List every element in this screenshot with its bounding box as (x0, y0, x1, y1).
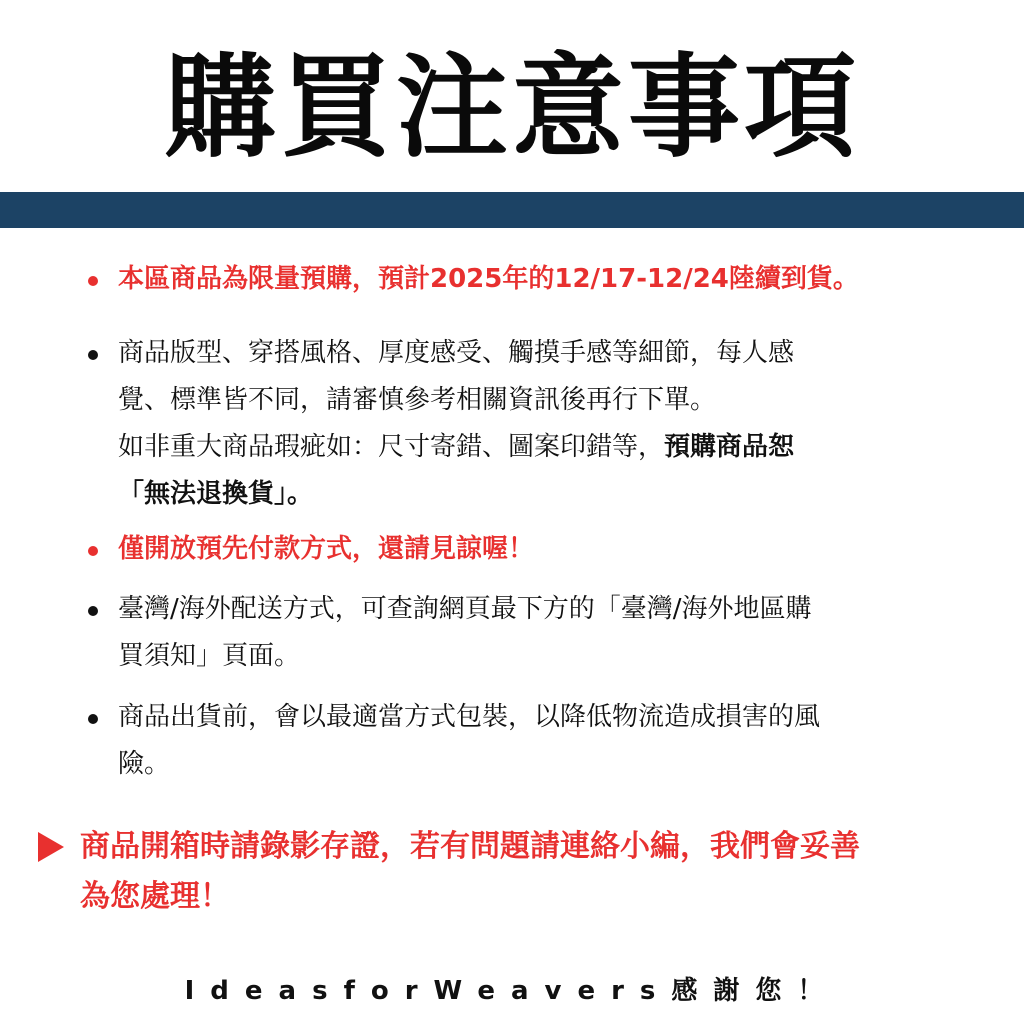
notice-text: 商品開箱時請錄影存證，若有問題請連絡小編，我們會妥善 (80, 829, 860, 864)
play-triangle-icon (38, 832, 64, 862)
bullet-icon (88, 606, 98, 616)
list-item-text: 臺灣/海外配送方式，可查詢網頁最下方的「臺灣/海外地區購 (118, 594, 812, 624)
list-item-text: 僅開放預先付款方式，還請見諒喔！ (118, 534, 535, 564)
list-item-text: 險。 (118, 749, 171, 779)
list-item-text-part: 如非重大商品瑕疵如：尺寸寄錯、圖案印錯等， (118, 432, 665, 462)
list-item-text: 商品出貨前，會以最適當方式包裝，以降低物流造成損害的風 (118, 702, 821, 732)
divider-banner (0, 192, 1024, 228)
bullet-icon (88, 714, 98, 724)
bullet-icon (88, 546, 98, 556)
bullet-icon (88, 276, 98, 286)
list-item-text: 買須知」頁面。 (118, 641, 301, 671)
list-item-text: 覺、標準皆不同，請審慎參考相關資訊後再行下單。 (118, 385, 717, 415)
list-item-text-emphasis: 預購商品恕 (664, 432, 795, 462)
page-title: 購買注意事項 (164, 43, 860, 173)
bullet-icon (88, 350, 98, 360)
list-item-text-emphasis: 「無法退換貨」。 (118, 479, 314, 509)
list-item-text (118, 424, 948, 471)
list-item-text: 本區商品為限量預購，預計2025年的12/17-12/24陸續到貨。 (118, 264, 859, 294)
footer-thanks: IdeasforWeavers感謝您！ (184, 976, 840, 1006)
list-item-text: 商品版型、穿搭風格、厚度感受、觸摸手感等細節，每人感 (118, 338, 795, 368)
notice-text: 為您處理！ (80, 879, 230, 914)
